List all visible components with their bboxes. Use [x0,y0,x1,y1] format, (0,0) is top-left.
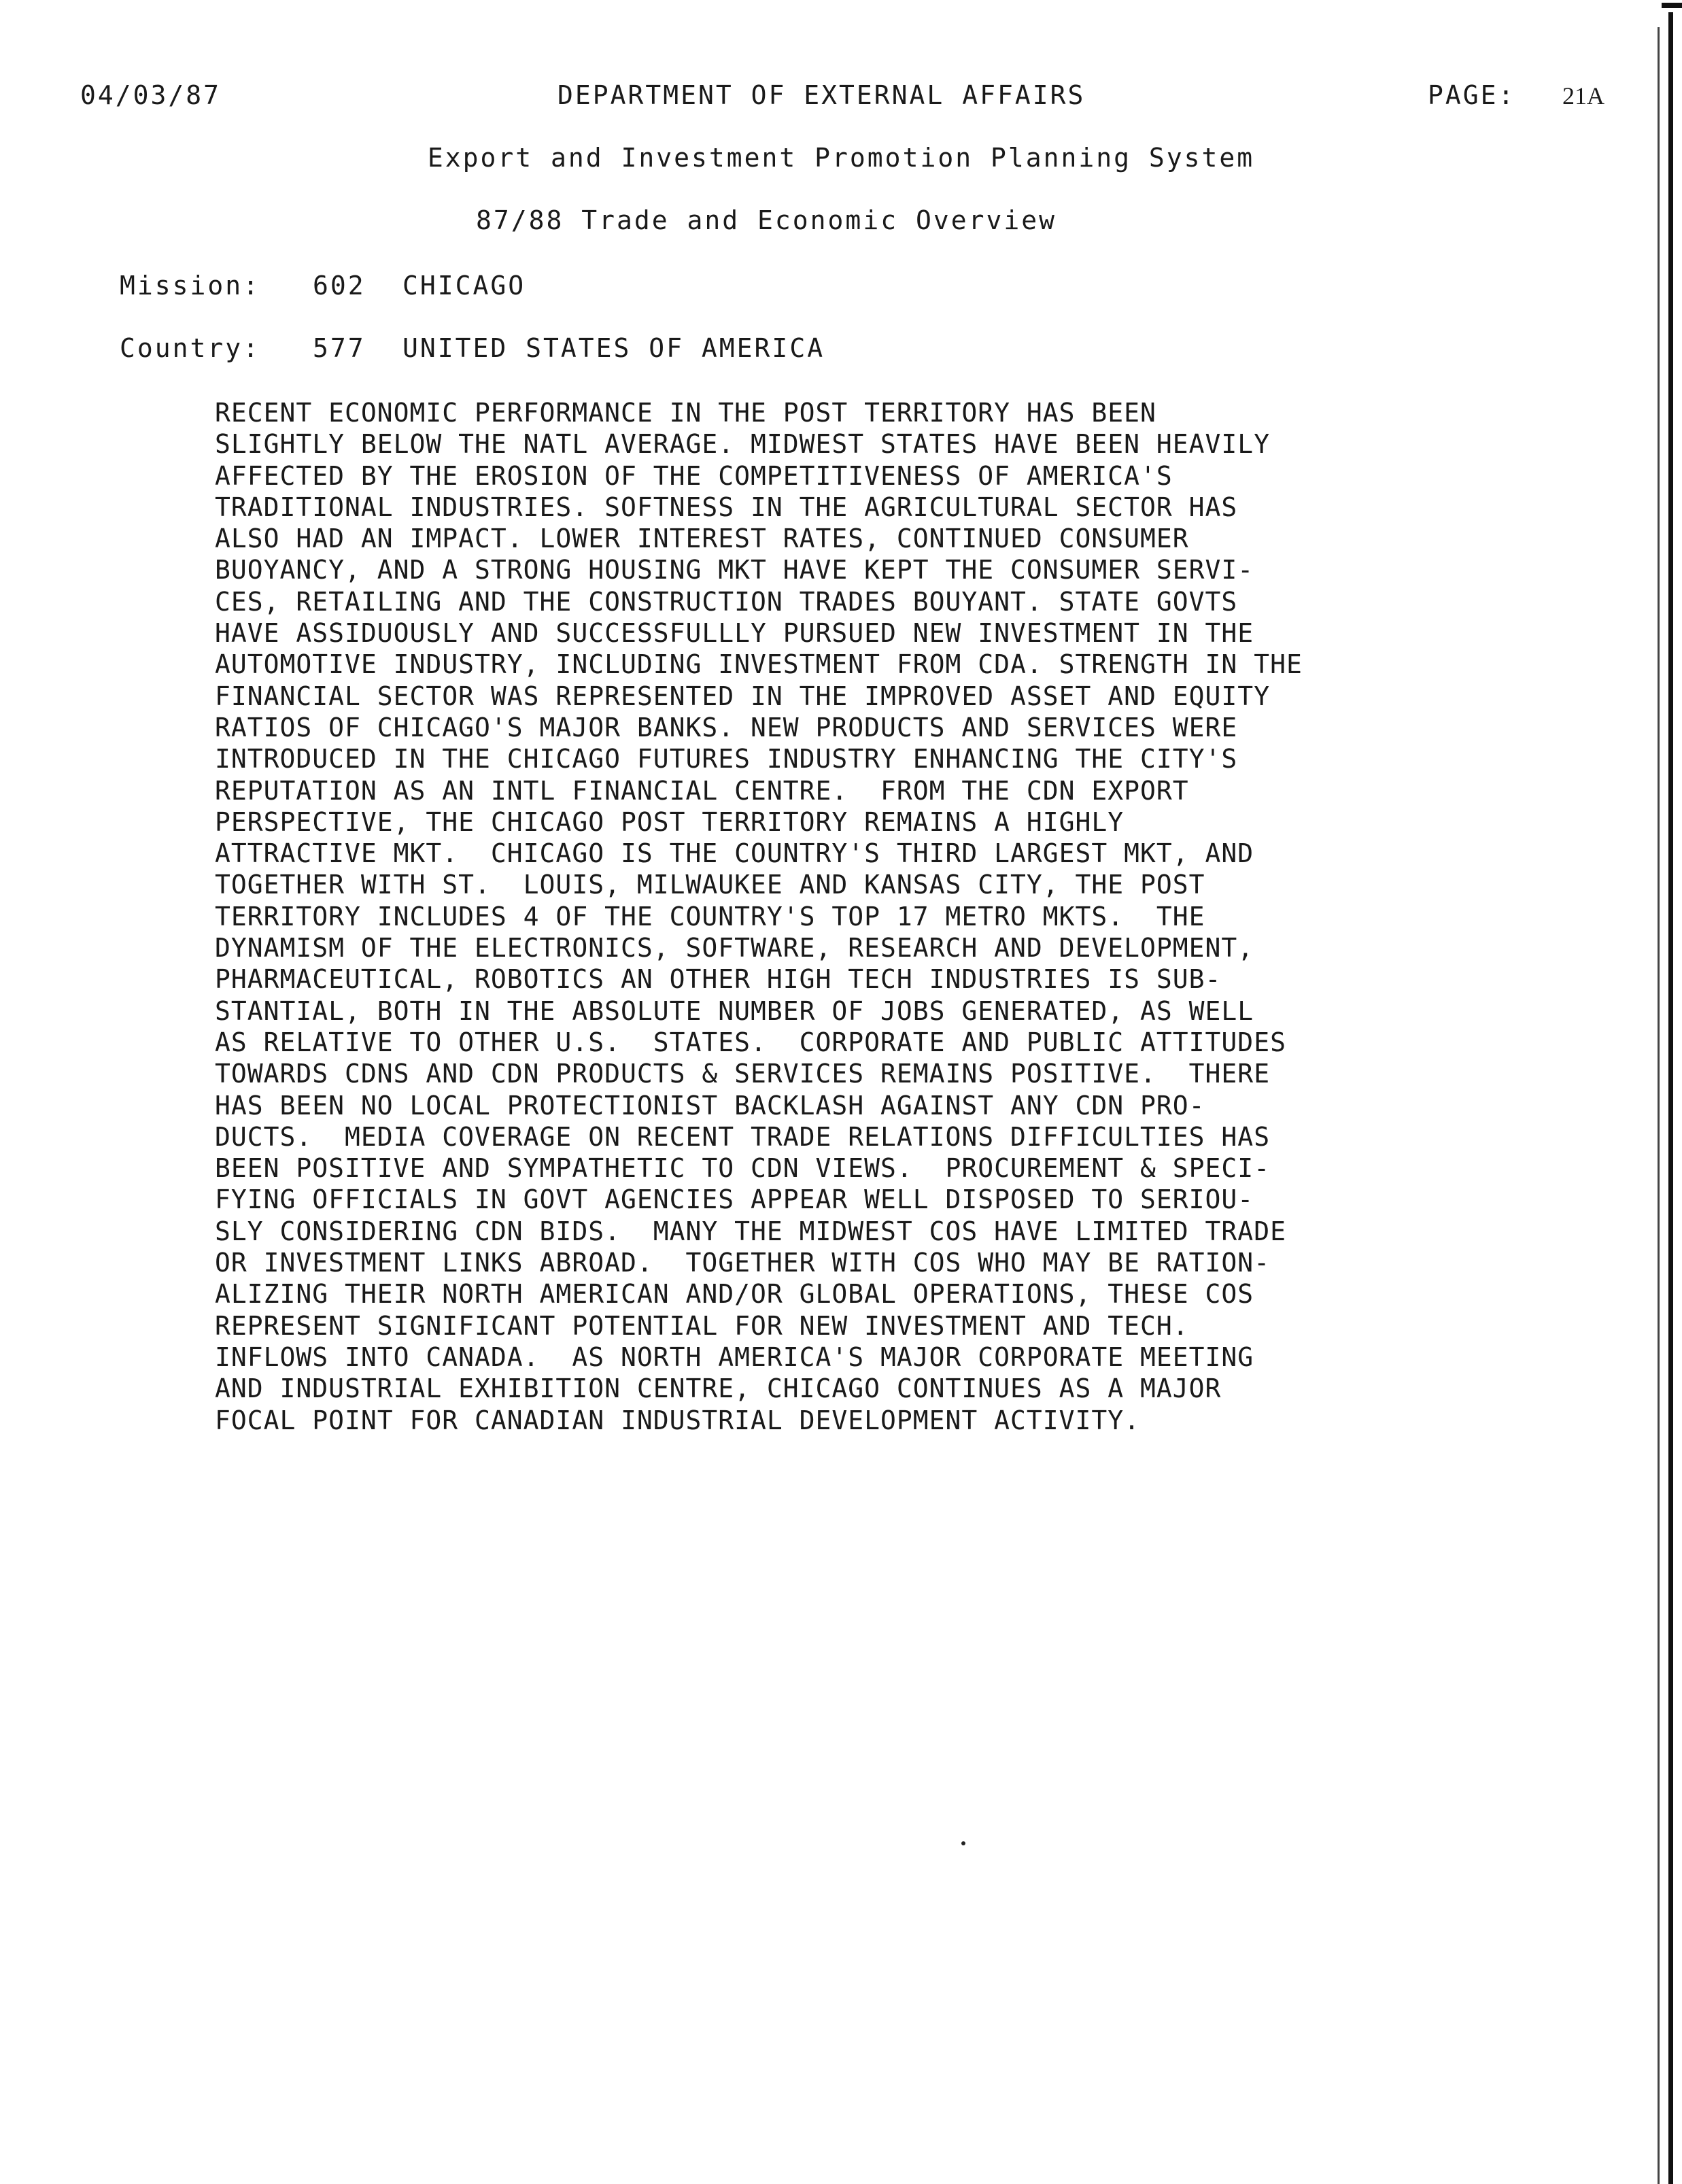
country-code: 577 [313,333,366,363]
page-label: PAGE: [1428,80,1516,110]
mission-label: Mission: [120,271,261,301]
body-line: FINANCIAL SECTOR WAS REPRESENTED IN THE IMPROVED ASSET AND EQUITY [215,681,1271,711]
overview-body [215,397,1507,1436]
body-line: FOCAL POINT FOR CANADIAN INDUSTRIAL DEVELOPMENT ACTIVITY. [215,1405,1141,1435]
body-line: TOGETHER WITH ST. LOUIS, MILWAUKEE AND KANSAS CITY, THE POST [215,870,1205,900]
body-line: PERSPECTIVE, THE CHICAGO POST TERRITORY REMAINS A HIGHLY [215,806,1125,837]
department-title: DEPARTMENT OF EXTERNAL AFFAIRS [557,80,1086,110]
body-line: TRADITIONAL INDUSTRIES. SOFTNESS IN THE AGRICULTURAL SECTOR HAS [215,492,1238,522]
body-line: REPUTATION AS AN INTL FINANCIAL CENTRE. FROM THE CDN EXPORT [215,775,1189,806]
body-line: PHARMACEUTICAL, ROBOTICS AN OTHER HIGH TECH INDUSTRIES IS SUB- [215,964,1222,995]
country-name: UNITED STATES OF AMERICA [402,333,825,363]
body-line: RECENT ECONOMIC PERFORMANCE IN THE POST TERRITORY HAS BEEN [215,398,1156,428]
country-field [120,333,825,363]
body-line: SLY CONSIDERING CDN BIDS. MANY THE MIDWEST COS HAVE LIMITED TRADE [215,1216,1286,1246]
page-edge-binding [1652,0,1682,2184]
body-line: AUTOMOTIVE INDUSTRY, INCLUDING INVESTMENT FROM CDA. STRENGTH IN THE [215,649,1303,680]
page-number: 21A [1562,82,1604,109]
body-line: AFFECTED BY THE EROSION OF THE COMPETITIVENESS OF AMERICA'S [215,460,1173,491]
body-line: ALSO HAD AN IMPACT. LOWER INTEREST RATES, CONTINUED CONSUMER [215,524,1189,554]
binding-bar-inner [1658,27,1660,2184]
body-line: RATIOS OF CHICAGO'S MAJOR BANKS. NEW PRODUCTS AND SERVICES WERE [215,712,1238,743]
body-line: HAVE ASSIDUOUSLY AND SUCCESSFULLLY PURSUED NEW INVESTMENT IN THE [215,618,1254,649]
body-line: REPRESENT SIGNIFICANT POTENTIAL FOR NEW INVESTMENT AND TECH. [215,1310,1189,1341]
body-line: ALIZING THEIR NORTH AMERICAN AND/OR GLOBAL OPERATIONS, THESE COS [215,1279,1254,1310]
body-line: BEEN POSITIVE AND SYMPATHETIC TO CDN VIEWS. PROCUREMENT & SPECI- [215,1153,1271,1184]
body-line: DUCTS. MEDIA COVERAGE ON RECENT TRADE RELATIONS DIFFICULTIES HAS [215,1121,1271,1152]
body-line: CES, RETAILING AND THE CONSTRUCTION TRADES BOUYANT. STATE GOVTS [215,586,1238,617]
body-line: TERRITORY INCLUDES 4 OF THE COUNTRY'S TOP 17 METRO MKTS. THE [215,901,1205,932]
body-line: ATTRACTIVE MKT. CHICAGO IS THE COUNTRY'S THIRD LARGEST MKT, AND [215,838,1254,869]
body-line: AS RELATIVE TO OTHER U.S. STATES. CORPORATE AND PUBLIC ATTITUDES [215,1027,1286,1057]
body-line: BUOYANCY, AND A STRONG HOUSING MKT HAVE KEPT THE CONSUMER SERVI- [215,555,1254,585]
system-title: Export and Investment Promotion Planning System [427,143,1255,173]
body-line: INFLOWS INTO CANADA. AS NORTH AMERICA'S MAJOR CORPORATE MEETING [215,1342,1254,1372]
body-line: OR INVESTMENT LINKS ABROAD. TOGETHER WITH COS WHO MAY BE RATION- [215,1248,1271,1278]
overview-title: 87/88 Trade and Economic Overview [476,205,1057,235]
mission-field [120,271,526,301]
binding-bar [1668,12,1673,2184]
body-line: SLIGHTLY BELOW THE NATL AVERAGE. MIDWEST STATES HAVE BEEN HEAVILY [215,429,1271,460]
body-line: HAS BEEN NO LOCAL PROTECTIONIST BACKLASH AGAINST ANY CDN PRO- [215,1090,1205,1121]
report-date: 04/03/87 [80,80,222,110]
mission-code: 602 [313,271,366,301]
country-label: Country: [120,333,261,363]
body-line: STANTIAL, BOTH IN THE ABSOLUTE NUMBER OF JOBS GENERATED, AS WELL [215,995,1254,1026]
body-line: AND INDUSTRIAL EXHIBITION CENTRE, CHICAGO CONTINUES AS A MAJOR [215,1373,1222,1404]
binding-hook [1662,3,1682,8]
scan-speck [961,1841,965,1845]
body-line: INTRODUCED IN THE CHICAGO FUTURES INDUSTRY ENHANCING THE CITY'S [215,744,1238,774]
body-line: DYNAMISM OF THE ELECTRONICS, SOFTWARE, RESEARCH AND DEVELOPMENT, [215,933,1254,963]
mission-name: CHICAGO [402,271,526,301]
body-line: TOWARDS CDNS AND CDN PRODUCTS & SERVICES REMAINS POSITIVE. THERE [215,1059,1271,1089]
body-line: FYING OFFICIALS IN GOVT AGENCIES APPEAR WELL DISPOSED TO SERIOU- [215,1184,1254,1215]
